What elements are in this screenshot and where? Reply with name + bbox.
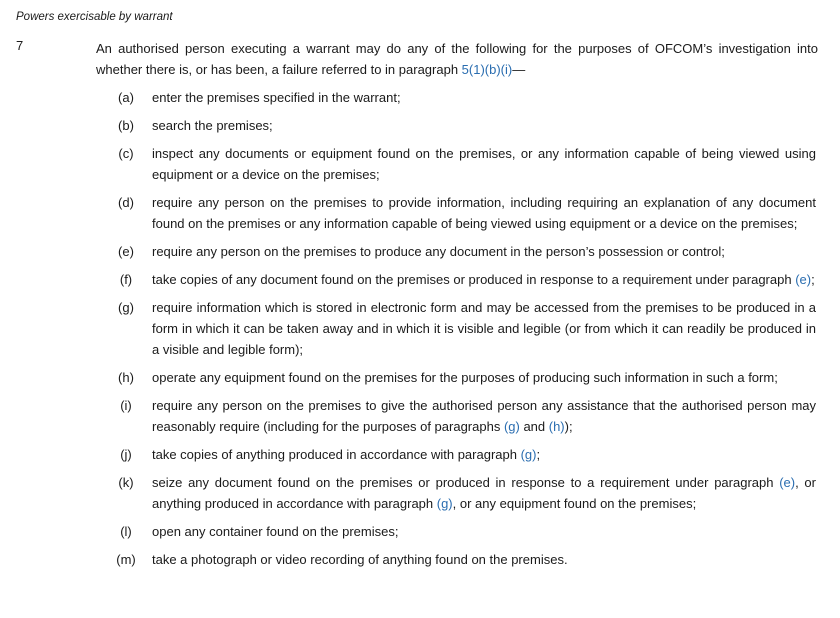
- subparagraph-label: (g): [118, 300, 134, 315]
- subparagraph-text: [152, 367, 816, 388]
- subparagraph-text: [152, 444, 816, 465]
- paragraph-g-link[interactable]: (g): [503, 419, 520, 434]
- text-segment: );: [564, 419, 573, 434]
- text-segment: operate any equipment found on the premises for the purposes of producing such information in such a form;: [152, 370, 778, 385]
- subparagraph-f: [0, 269, 840, 290]
- text-segment: ;: [811, 272, 815, 287]
- subparagraph-label: (a): [118, 90, 134, 105]
- subparagraph-label: (j): [120, 447, 132, 462]
- intro-text: An authorised person executing a warrant may do any of the following for the purposes of OFCOM’s investigation into whether there is, or has been, a failure referred to in paragraph: [96, 41, 818, 77]
- subparagraph-label: (e): [118, 244, 134, 259]
- subparagraph-text: [152, 115, 816, 136]
- text-segment: inspect any documents or equipment found on the premises, or any information capable of being viewed using equipment or a device on the premises;: [152, 146, 816, 182]
- subparagraph-text: [152, 549, 816, 570]
- subparagraph-label: (c): [118, 146, 134, 161]
- paragraph-e-link[interactable]: (e): [795, 272, 812, 287]
- subparagraph-h: [0, 367, 840, 388]
- subparagraph-k: [0, 472, 840, 514]
- paragraph-reference-link[interactable]: 5(1)(b)(i): [461, 62, 513, 77]
- text-segment: require any person on the premises to give the authorised person any assistance that the authorised person may reasonably require (including for the purposes of paragraphs: [152, 398, 816, 434]
- subparagraph-d: [0, 192, 840, 234]
- subparagraph-label: (h): [118, 370, 134, 385]
- subparagraph-label: (d): [118, 195, 134, 210]
- subparagraph-m: [0, 549, 840, 570]
- subparagraph-text: [152, 521, 816, 542]
- subparagraph-text: [152, 269, 816, 290]
- subparagraph-label: (f): [119, 272, 133, 287]
- text-segment: ;: [536, 447, 541, 462]
- text-segment: and: [519, 419, 549, 434]
- subparagraph-text: [152, 241, 816, 262]
- text-segment: , or anything produced in accordance with paragraph: [152, 475, 816, 511]
- text-segment: seize any document found on the premises or produced in response to a requirement under paragraph: [152, 475, 780, 490]
- subparagraph-text: [152, 472, 816, 514]
- text-segment: take copies of any document found on the premises or produced in response to a requirement under paragraph: [152, 272, 796, 287]
- text-segment: require any person on the premises to provide information, including requiring an explanation of any document found on the premises or any information capable of being viewed using equipment or a device on the premises;: [152, 195, 816, 231]
- paragraph-intro: [96, 38, 818, 80]
- paragraph-e-link[interactable]: (e): [779, 475, 796, 490]
- subparagraph-label: (i): [120, 398, 132, 413]
- text-segment: open any container found on the premises;: [152, 524, 399, 539]
- text-segment: require information which is stored in electronic form and may be accessed from the premises to be produced in a form in which it can be taken away and in which it is visible and legible (or from which it can readily be produced in a visible and legible form);: [152, 300, 816, 357]
- paragraph-h-link[interactable]: (h): [548, 419, 565, 434]
- text-segment: require any person on the premises to produce any document in the person’s possession or control;: [152, 244, 725, 259]
- subparagraph-list: [0, 87, 840, 577]
- subparagraph-c: [0, 143, 840, 185]
- subparagraph-text: [152, 395, 816, 437]
- text-segment: enter the premises specified in the warrant;: [152, 90, 401, 105]
- text-segment: , or any equipment found on the premises;: [452, 496, 697, 511]
- subparagraph-text: [152, 143, 816, 185]
- subparagraph-j: [0, 444, 840, 465]
- text-segment: search the premises;: [152, 118, 273, 133]
- subparagraph-a: [0, 87, 840, 108]
- text-segment: take copies of anything produced in accordance with paragraph: [152, 447, 521, 462]
- subparagraph-label: (l): [120, 524, 132, 539]
- subparagraph-label: (k): [118, 475, 134, 490]
- section-heading: Powers exercisable by warrant: [16, 11, 173, 23]
- subparagraph-e: [0, 241, 840, 262]
- paragraph-number: 7: [16, 38, 24, 53]
- paragraph-g-link[interactable]: (g): [520, 447, 537, 462]
- subparagraph-text: [152, 87, 816, 108]
- intro-dash: —: [512, 62, 526, 77]
- paragraph-g-link[interactable]: (g): [436, 496, 453, 511]
- text-segment: take a photograph or video recording of anything found on the premises.: [152, 552, 568, 567]
- subparagraph-text: [152, 192, 816, 234]
- subparagraph-label: (b): [118, 118, 134, 133]
- subparagraph-l: [0, 521, 840, 542]
- subparagraph-g: [0, 297, 840, 360]
- subparagraph-i: [0, 395, 840, 437]
- subparagraph-b: [0, 115, 840, 136]
- subparagraph-label: (m): [116, 552, 136, 567]
- subparagraph-text: [152, 297, 816, 360]
